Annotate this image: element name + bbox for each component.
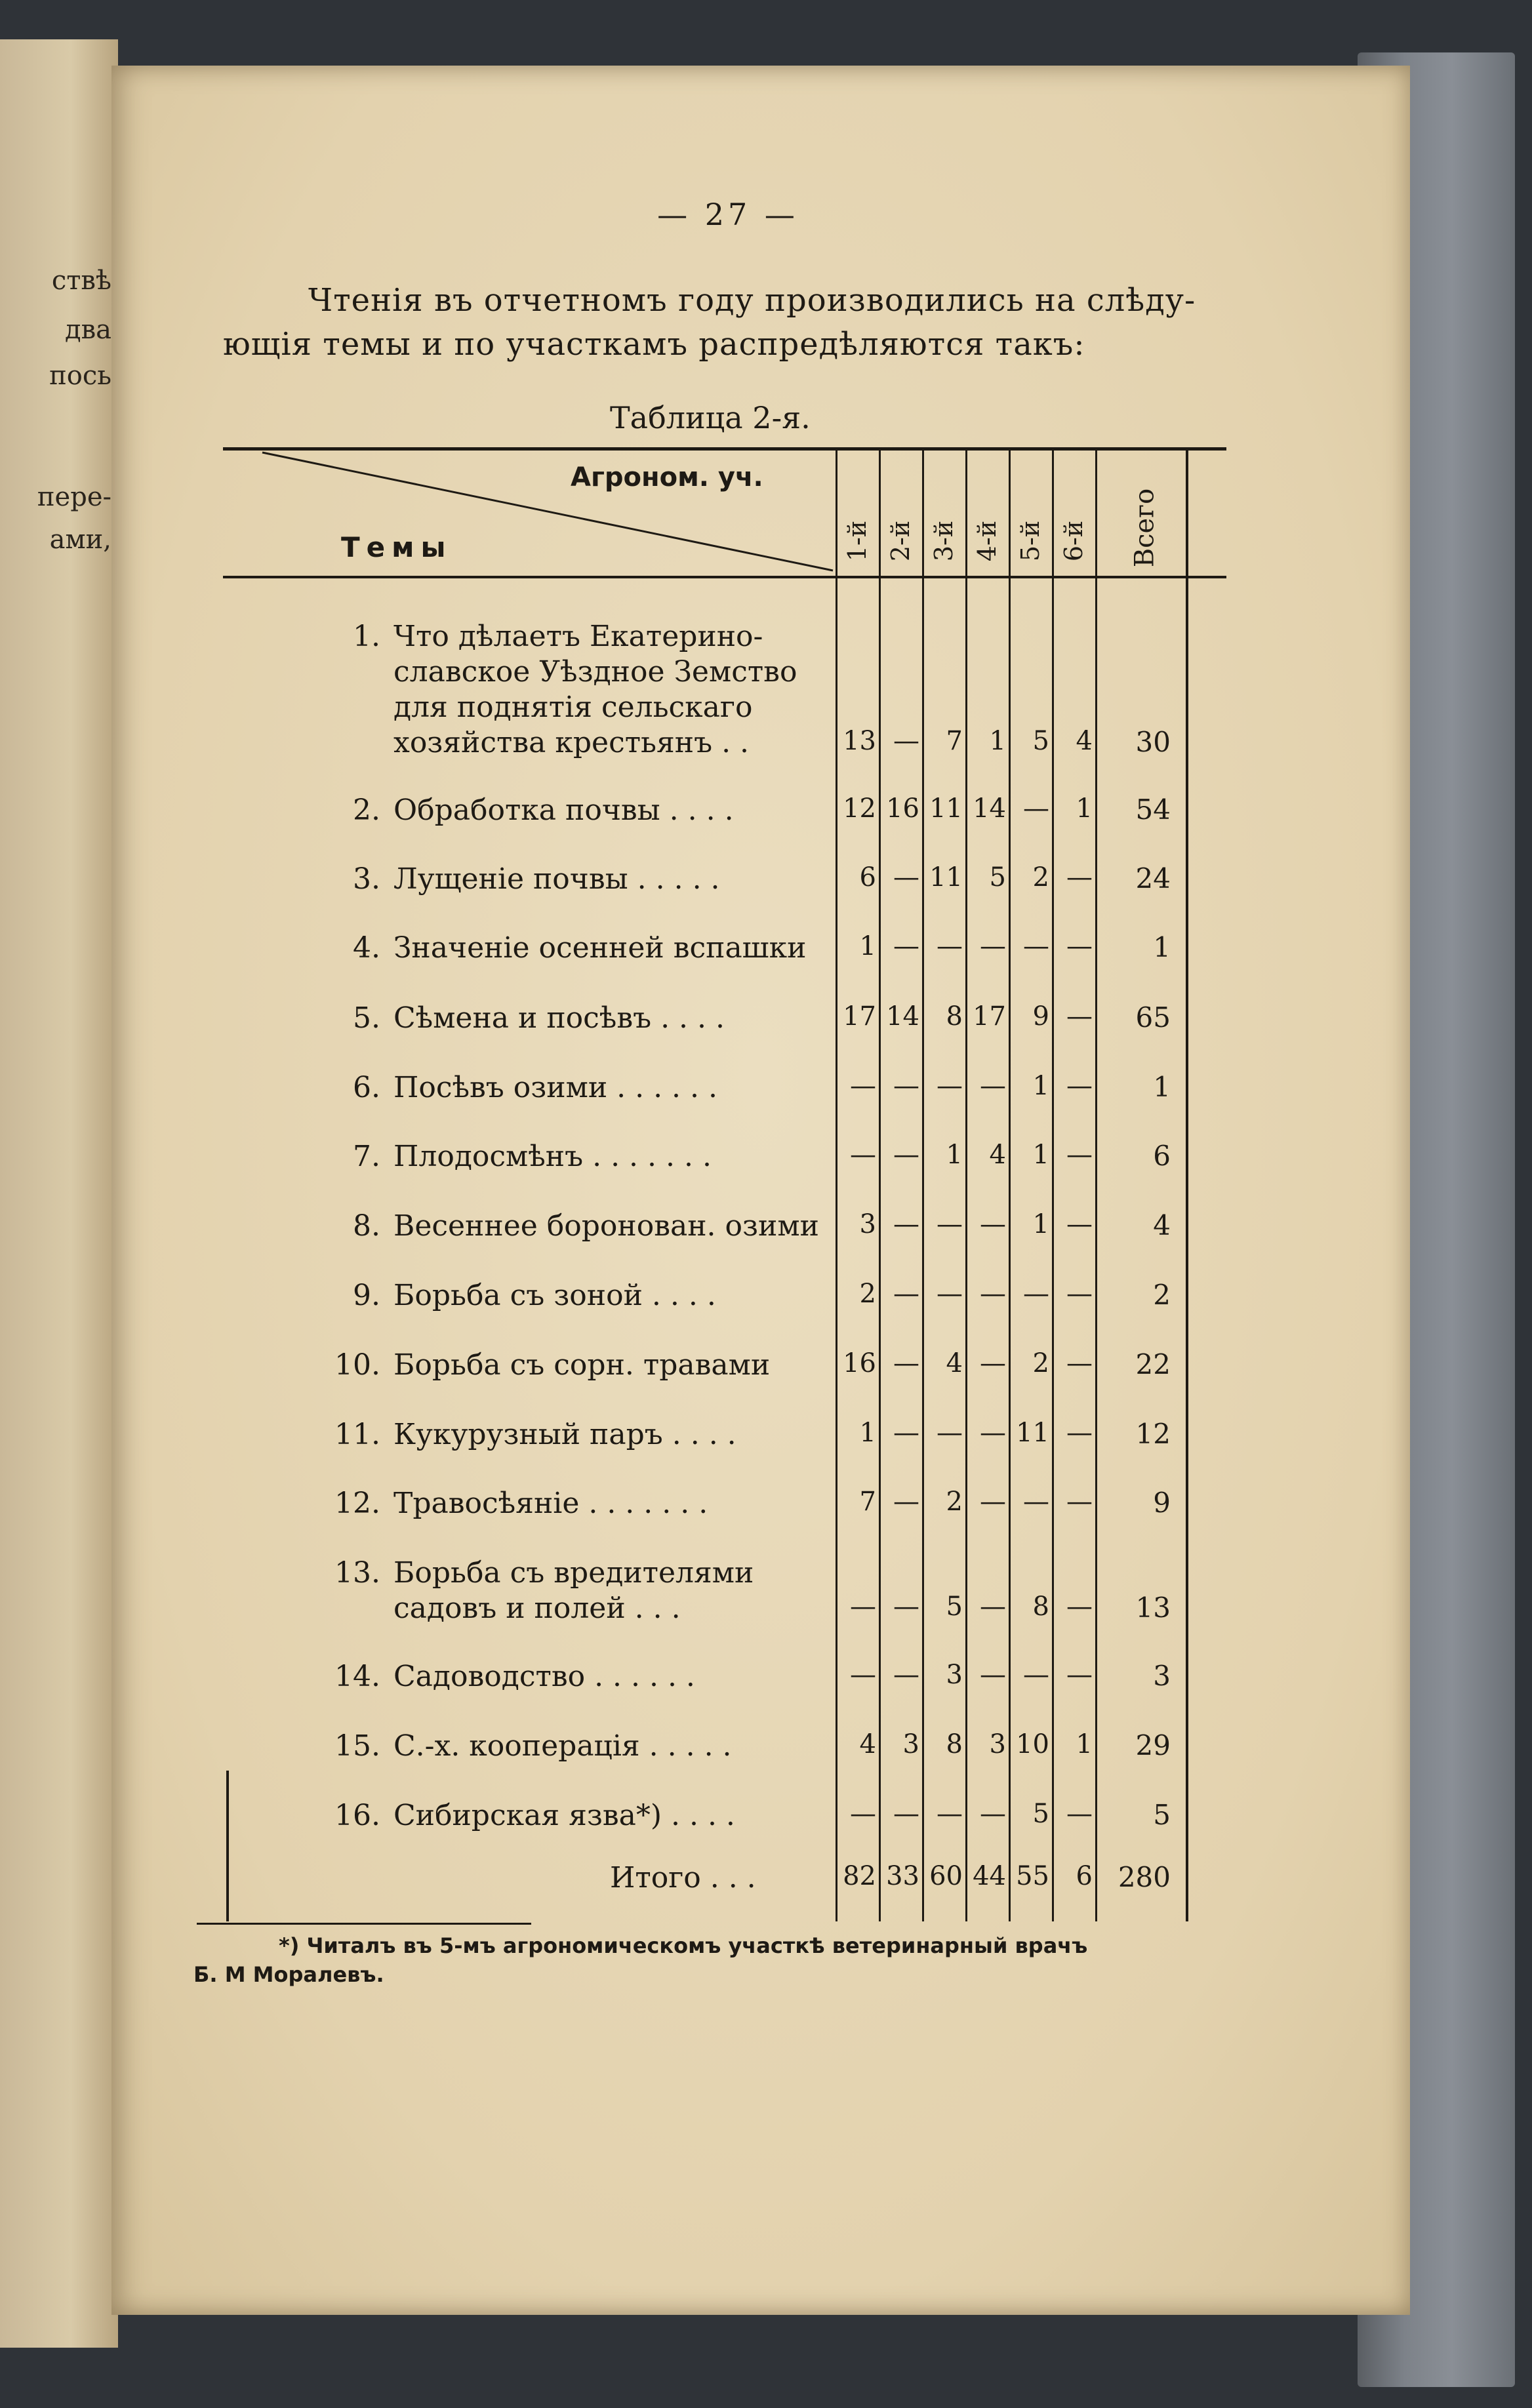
row-cell-value: 7 <box>859 1487 876 1517</box>
intro-text-line: Чтенія въ отчетномъ году производились на слѣду- <box>308 282 1196 319</box>
previous-page-text-fragment: ами, <box>49 525 111 555</box>
column-header-district-2 <box>881 512 920 571</box>
totals-cell-value: 6 <box>1076 1861 1093 1891</box>
column-header-label: 3-й <box>929 520 958 562</box>
table-column-rule <box>1009 447 1011 1921</box>
column-header-label: 1-й <box>843 520 872 562</box>
previous-page-text-fragment: пось <box>49 361 111 391</box>
row-total-value: 13 <box>1135 1592 1171 1624</box>
row-cell-value: 16 <box>886 793 919 824</box>
row-cell-value: 16 <box>843 1348 876 1378</box>
footnote-line: *) Читалъ въ 5-мъ агрономическомъ участкѣ ветеринарный врачъ <box>279 1933 1088 1958</box>
row-number: 7. <box>353 1140 380 1173</box>
row-topic-text: Борьба съ сорн. травами <box>393 1348 771 1382</box>
row-cell-value: 11 <box>929 862 963 893</box>
row-topic-text: Садоводство . . . . . . <box>393 1660 695 1693</box>
row-topic-text: хозяйства крестьянъ . . <box>393 726 750 759</box>
footnote-rule <box>197 1923 531 1925</box>
row-cell-value: — <box>1066 862 1093 893</box>
row-cell-value: — <box>937 931 963 961</box>
row-topic-text: Значеніе осенней вспашки <box>393 931 807 965</box>
row-cell-value: — <box>893 1279 919 1309</box>
page-number: — 27 — <box>657 197 799 232</box>
row-topic-text: Сѣмена и посѣвъ . . . . <box>393 1001 725 1035</box>
row-cell-value: — <box>937 1071 963 1101</box>
row-cell-value: — <box>893 1140 919 1170</box>
row-cell-value: — <box>980 1348 1006 1378</box>
row-total-value: 4 <box>1153 1209 1171 1241</box>
row-number: 10. <box>334 1348 380 1382</box>
column-header-district-1 <box>837 512 877 571</box>
row-cell-value: 1 <box>1076 1729 1093 1759</box>
row-total-value: 12 <box>1135 1418 1171 1450</box>
row-cell-value: — <box>1023 1660 1049 1690</box>
row-total-value: 2 <box>1153 1279 1171 1311</box>
row-cell-value: — <box>1023 1487 1049 1517</box>
table-column-rule <box>965 447 967 1921</box>
totals-cell-value: 60 <box>929 1861 963 1891</box>
row-cell-value: 3 <box>946 1660 963 1690</box>
footnote-line: Б. М Моралевъ. <box>193 1962 384 1987</box>
row-topic-text: Борьба съ вредителями <box>393 1556 754 1590</box>
row-cell-value: — <box>1066 1592 1093 1622</box>
column-header-label: 5-й <box>1016 520 1045 562</box>
row-cell-value: 1 <box>946 1140 963 1170</box>
row-cell-value: — <box>850 1592 876 1622</box>
row-cell-value: — <box>980 1418 1006 1448</box>
row-cell-value: — <box>1066 1209 1093 1239</box>
row-total-value: 30 <box>1135 726 1171 758</box>
row-cell-value: 4 <box>1076 726 1093 756</box>
row-cell-value: 1 <box>1032 1209 1049 1239</box>
intro-text-line: ющія темы и по участкамъ распредѣляются такъ: <box>223 326 1085 363</box>
row-cell-value: 14 <box>973 793 1006 824</box>
row-topic-text: садовъ и полей . . . <box>393 1592 681 1625</box>
row-cell-value: — <box>850 1140 876 1170</box>
row-cell-value: 5 <box>1032 1799 1049 1829</box>
previous-page-text-fragment: два <box>65 315 111 345</box>
row-cell-value: — <box>937 1279 963 1309</box>
row-cell-value: — <box>1023 1279 1049 1309</box>
row-cell-value: 8 <box>1032 1592 1049 1622</box>
row-cell-value: — <box>893 1799 919 1829</box>
row-topic-text: Кукурузный паръ . . . . <box>393 1418 736 1451</box>
row-cell-value: — <box>893 1348 919 1378</box>
row-cell-value: — <box>937 1209 963 1239</box>
row-topic-text: Посѣвъ озими . . . . . . <box>393 1071 717 1104</box>
column-header-district-3 <box>924 512 963 571</box>
table-right-rule <box>1186 447 1188 1921</box>
row-total-value: 1 <box>1153 931 1171 963</box>
table-column-rule <box>1095 447 1097 1921</box>
header-topics: Темы <box>341 531 453 563</box>
totals-cell-value: 44 <box>973 1861 1006 1891</box>
row-number: 3. <box>353 862 380 896</box>
row-topic-text: Плодосмѣнъ . . . . . . . <box>393 1140 712 1173</box>
column-header-total <box>1121 479 1167 577</box>
previous-page-text-fragment: ствѣ <box>51 266 111 296</box>
row-total-value: 24 <box>1135 862 1171 894</box>
table-column-rule <box>836 447 837 1921</box>
table-column-rule <box>922 447 924 1921</box>
row-number: 14. <box>334 1660 380 1693</box>
row-topic-text: С.-х. кооперація . . . . . <box>393 1729 732 1763</box>
header-district: Агроном. уч. <box>571 462 763 492</box>
row-cell-value: 1 <box>1032 1071 1049 1101</box>
row-total-value: 65 <box>1135 1001 1171 1033</box>
row-cell-value: — <box>980 1799 1006 1829</box>
row-total-value: 29 <box>1135 1729 1171 1761</box>
row-cell-value: — <box>850 1799 876 1829</box>
row-total-value: 22 <box>1135 1348 1171 1380</box>
row-cell-value: 8 <box>946 1001 963 1032</box>
table-top-rule <box>223 447 1226 451</box>
previous-page-text-fragment: пере- <box>37 482 111 512</box>
totals-cell-value: 82 <box>843 1861 876 1891</box>
row-cell-value: — <box>1066 1071 1093 1101</box>
row-number: 9. <box>353 1279 380 1312</box>
row-cell-value: 11 <box>1016 1418 1049 1448</box>
row-cell-value: — <box>1023 931 1049 961</box>
row-total-value: 1 <box>1153 1071 1171 1103</box>
row-cell-value: — <box>1066 1487 1093 1517</box>
row-number: 15. <box>334 1729 380 1763</box>
table-column-rule <box>1052 447 1054 1921</box>
row-cell-value: 12 <box>843 793 876 824</box>
totals-label: Итого . . . <box>610 1861 756 1895</box>
row-cell-value: — <box>893 1071 919 1101</box>
column-header-district-6 <box>1054 512 1093 571</box>
row-number: 2. <box>353 793 380 827</box>
row-cell-value: — <box>980 1592 1006 1622</box>
row-cell-value: 14 <box>886 1001 919 1032</box>
table-column-rule <box>879 447 881 1921</box>
row-cell-value: 3 <box>859 1209 876 1239</box>
row-cell-value: 6 <box>859 862 876 893</box>
row-cell-value: — <box>893 726 919 756</box>
row-cell-value: 17 <box>973 1001 1006 1032</box>
column-header-label: 2-й <box>886 520 915 562</box>
totals-cell-value: 33 <box>886 1861 919 1891</box>
row-cell-value: 10 <box>1016 1729 1049 1759</box>
row-cell-value: — <box>980 1660 1006 1690</box>
row-cell-value: — <box>980 1209 1006 1239</box>
totals-cell-value: 55 <box>1016 1861 1049 1891</box>
column-header-label: Всего <box>1129 488 1160 568</box>
row-cell-value: — <box>1066 1660 1093 1690</box>
row-cell-value: — <box>980 931 1006 961</box>
row-cell-value: — <box>893 862 919 893</box>
row-cell-value: 17 <box>843 1001 876 1032</box>
row-cell-value: — <box>850 1660 876 1690</box>
row-cell-value: — <box>980 1279 1006 1309</box>
totals-grand-total: 280 <box>1118 1861 1171 1893</box>
column-header-label: 6-й <box>1059 520 1088 562</box>
row-number: 13. <box>334 1556 380 1590</box>
row-number: 8. <box>353 1209 380 1243</box>
row-topic-text: Весеннее боронован. озими <box>393 1209 819 1243</box>
row-total-value: 3 <box>1153 1660 1171 1692</box>
footnote <box>193 1931 1269 1989</box>
row-cell-value: — <box>893 931 919 961</box>
row-cell-value: 5 <box>1032 726 1049 756</box>
row-cell-value: — <box>1066 1799 1093 1829</box>
row-cell-value: 1 <box>859 931 876 961</box>
row-cell-value: 2 <box>1032 1348 1049 1378</box>
row-cell-value: — <box>893 1487 919 1517</box>
row-cell-value: 13 <box>843 726 876 756</box>
row-total-value: 54 <box>1135 793 1171 826</box>
row-cell-value: — <box>980 1487 1006 1517</box>
row-topic-text: Обработка почвы . . . . <box>393 793 734 827</box>
row-cell-value: — <box>850 1071 876 1101</box>
row-cell-value: 4 <box>946 1348 963 1378</box>
column-header-label: 4-й <box>973 520 1001 562</box>
row-cell-value: 1 <box>989 726 1006 756</box>
row-cell-value: — <box>1066 1348 1093 1378</box>
row-cell-value: 7 <box>946 726 963 756</box>
row-topic-text: Травосѣяніе . . . . . . . <box>393 1487 708 1520</box>
table-left-rule <box>226 1771 229 1921</box>
row-topic-text: Лущеніе почвы . . . . . <box>393 862 720 896</box>
row-cell-value: 2 <box>946 1487 963 1517</box>
row-cell-value: 2 <box>859 1279 876 1309</box>
row-cell-value: 1 <box>1032 1140 1049 1170</box>
row-cell-value: — <box>893 1209 919 1239</box>
row-number: 6. <box>353 1071 380 1104</box>
row-cell-value: — <box>893 1592 919 1622</box>
row-cell-value: 3 <box>989 1729 1006 1759</box>
row-cell-value: — <box>1023 793 1049 824</box>
row-cell-value: — <box>893 1660 919 1690</box>
row-cell-value: 3 <box>902 1729 919 1759</box>
row-topic-text: славское Уѣздное Земство <box>393 655 797 689</box>
column-header-district-5 <box>1011 512 1050 571</box>
row-cell-value: 11 <box>929 793 963 824</box>
row-cell-value: — <box>1066 1418 1093 1448</box>
table-caption: Таблица 2-я. <box>610 400 811 435</box>
row-cell-value: 5 <box>989 862 1006 893</box>
row-cell-value: 4 <box>989 1140 1006 1170</box>
row-number: 12. <box>334 1487 380 1520</box>
row-cell-value: — <box>937 1418 963 1448</box>
column-header-district-4 <box>967 512 1007 571</box>
row-number: 16. <box>334 1799 380 1832</box>
row-cell-value: 9 <box>1032 1001 1049 1032</box>
row-topic-text: Сибирская язва*) . . . . <box>393 1799 735 1832</box>
row-cell-value: — <box>1066 1279 1093 1309</box>
row-topic-text: Что дѣлаетъ Екатерино- <box>393 620 763 653</box>
row-cell-value: — <box>1066 1001 1093 1032</box>
row-total-value: 9 <box>1153 1487 1171 1519</box>
row-number: 4. <box>353 931 380 965</box>
row-cell-value: — <box>980 1071 1006 1101</box>
row-number: 5. <box>353 1001 380 1035</box>
row-cell-value: — <box>1066 1140 1093 1170</box>
row-cell-value: 4 <box>859 1729 876 1759</box>
row-cell-value: 5 <box>946 1592 963 1622</box>
row-cell-value: 2 <box>1032 862 1049 893</box>
row-total-value: 5 <box>1153 1799 1171 1831</box>
row-number: 11. <box>334 1418 380 1451</box>
row-cell-value: 8 <box>946 1729 963 1759</box>
row-cell-value: 1 <box>859 1418 876 1448</box>
row-topic-text: Борьба съ зоной . . . . <box>393 1279 716 1312</box>
row-cell-value: — <box>1066 931 1093 961</box>
row-cell-value: — <box>937 1799 963 1829</box>
row-total-value: 6 <box>1153 1140 1171 1172</box>
row-cell-value: — <box>893 1418 919 1448</box>
row-topic-text: для поднятія сельскаго <box>393 691 753 724</box>
row-number: 1. <box>353 620 380 653</box>
row-cell-value: 1 <box>1076 793 1093 824</box>
